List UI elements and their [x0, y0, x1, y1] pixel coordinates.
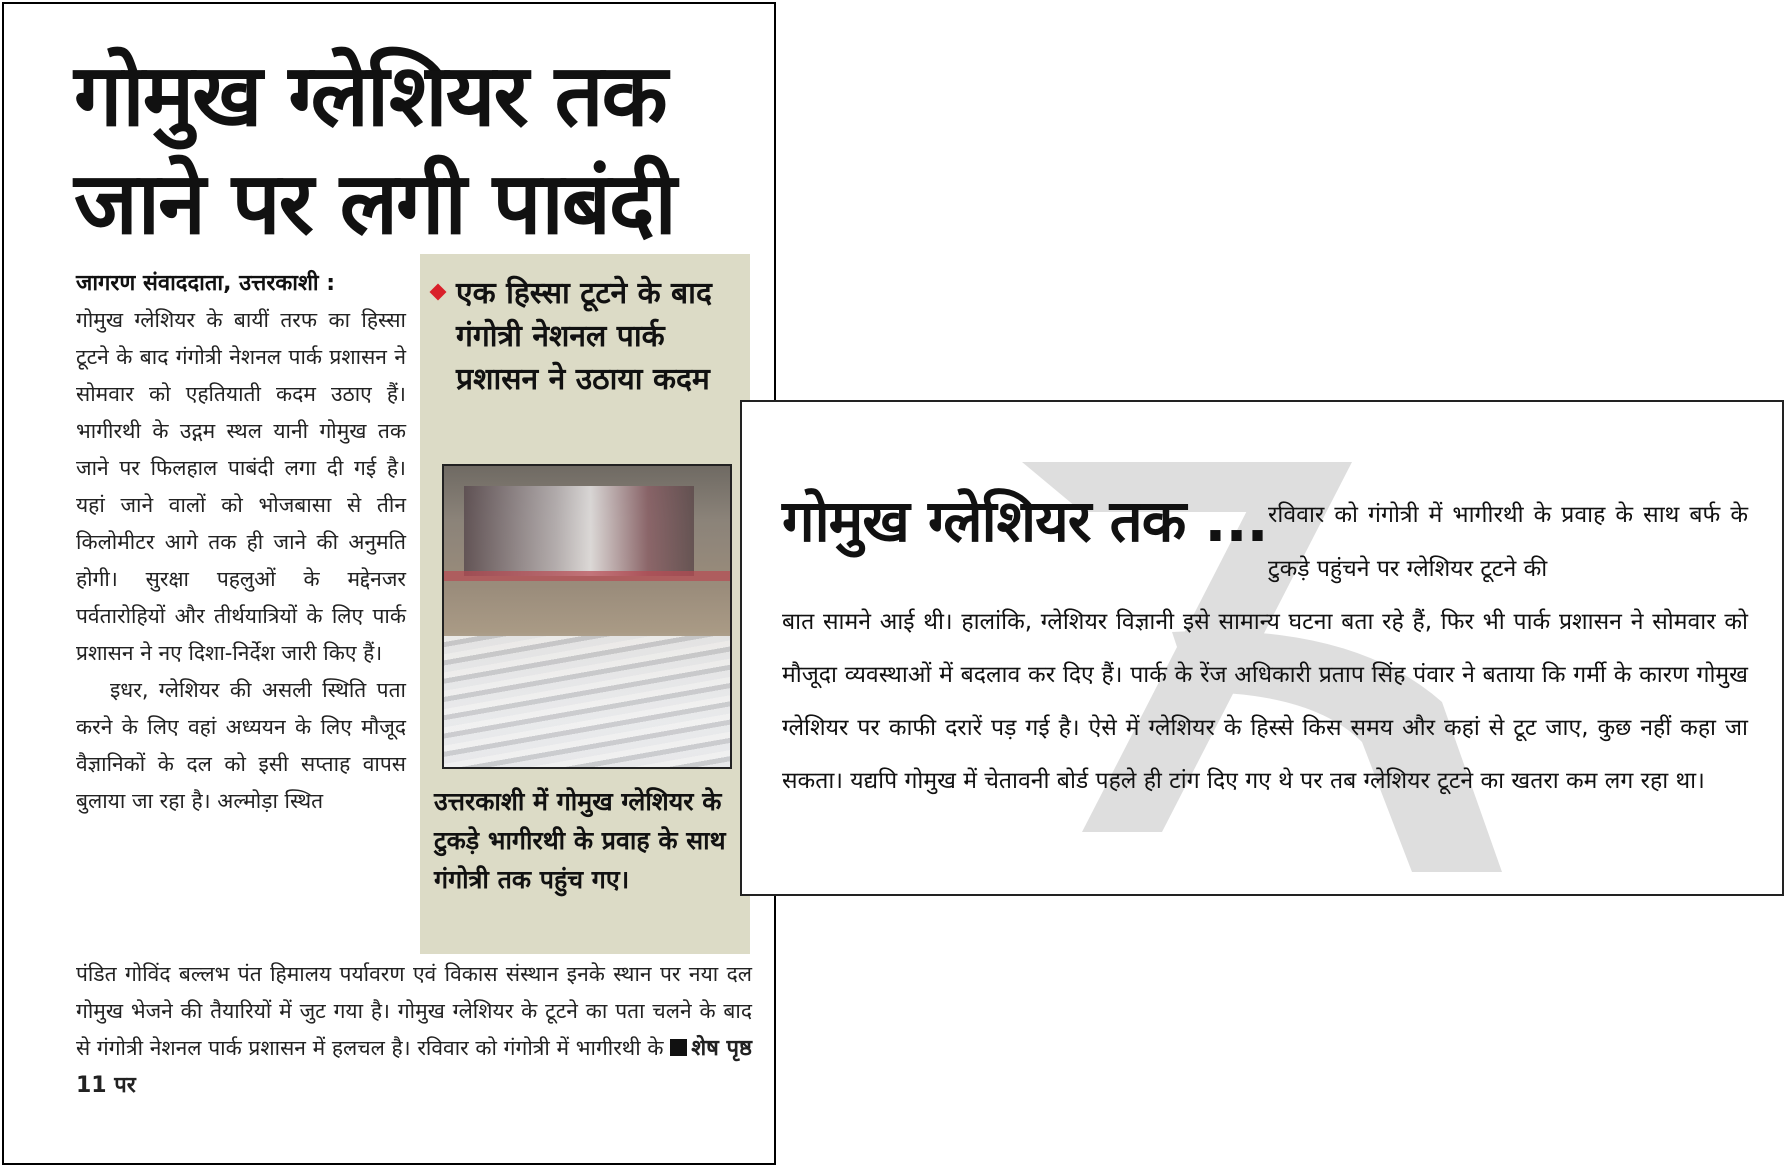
article-body [76, 302, 406, 820]
photo-roofline [444, 571, 732, 581]
continuation-headline: गोमुख ग्लेशियर तक ... [782, 487, 1268, 555]
highlight-text: एक हिस्सा टूटने के बाद गंगोत्री नेशनल पार्क प्रशासन ने उठाया कदम [456, 276, 712, 397]
red-diamond-bullet-icon [430, 284, 447, 301]
black-square-icon [670, 1039, 687, 1056]
continuation-body: बात सामने आई थी। हालांकि, ग्लेशियर विज्ञानी इसे सामान्य घटना बता रहे हैं, फिर भी पार्क प्रशासन ने सोमवार को मौजूदा व्यवस्थाओं में बदलाव कर दिए हैं। पार्क के रेंज अधिकारी प्रताप सिंह पंवार ने बताया कि गर्मी के कारण गोमुख ग्लेशियर पर काफी दरारें पड़ गई है। ऐसे में ग्लेशियर के हिस्से किस समय और कहां से टूट जाए, कुछ नहीं कहा जा सकता। यद्यपि गोमुख में चेतावनी बोर्ड पहले ही टांग दिए गए थे पर तब ग्लेशियर टूटने का खतरा कम लग रहा था। [782, 609, 1748, 794]
continuation-first-lines: रविवार को गंगोत्री में भागीरथी के प्रवाह के साथ बर्फ के टुकड़े पहुंचने पर ग्लेशियर टूटने की [1268, 502, 1748, 582]
byline: जागरण संवाददाता, उत्तरकाशी : [76, 271, 336, 296]
main-news-clipping [2, 2, 776, 1165]
photo-caption: उत्तरकाशी में गोमुख ग्लेशियर के टुकड़े भागीरथी के प्रवाह के साथ गंगोत्री तक पहुंच गए। [434, 787, 726, 894]
continued-label: शेष पृष्ठ 11 पर [76, 1036, 752, 1098]
paragraph-2: इधर, ग्लेशियर की असली स्थिति पता करने के लिए वहां अध्ययन के लिए मौजूद वैज्ञानिकों के दल को इसी सप्ताह वापस बुलाया जा रहा है। अल्मोड़ा स्थित [76, 678, 406, 813]
highlight-bullet [456, 272, 736, 401]
photo-buildings [464, 486, 694, 576]
photo-river-ice [444, 636, 732, 769]
highlight-box [420, 254, 750, 954]
left-column [76, 266, 406, 820]
glacier-photo [442, 464, 732, 769]
article-tail [76, 956, 752, 1104]
headline: गोमुख ग्लेशियर तक जाने पर लगी पाबंदी [74, 46, 675, 254]
continuation-clipping [740, 400, 1784, 896]
paragraph-1: गोमुख ग्लेशियर के बायीं तरफ का हिस्सा टूटने के बाद गंगोत्री नेशनल पार्क प्रशासन ने सोमवार को एहतियाती कदम उठाए हैं। भागीरथी के उद्गम स्थल यानी गोमुख तक जाने पर फिलहाल पाबंदी लगा दी गई है। यहां जाने वालों को भोजबासा से तीन किलोमीटर आगे तक ही जाने की अनुमति होगी। सुरक्षा पहलुओं के मद्देनजर पर्वतारोहियों और तीर्थयात्रियों के लिए पार्क प्रशासन ने नए दिशा-निर्देश जारी किए हैं। [76, 308, 406, 665]
tail-paragraph: पंडित गोविंद बल्लभ पंत हिमालय पर्यावरण एवं विकास संस्थान इनके स्थान पर नया दल गोमुख भेजने की तैयारियों में जुट गया है। गोमुख ग्लेशियर के टूटने का पता चलने के बाद से गंगोत्री नेशनल पार्क प्रशासन में हलचल है। रविवार को गंगोत्री में भागीरथी के [76, 962, 752, 1060]
